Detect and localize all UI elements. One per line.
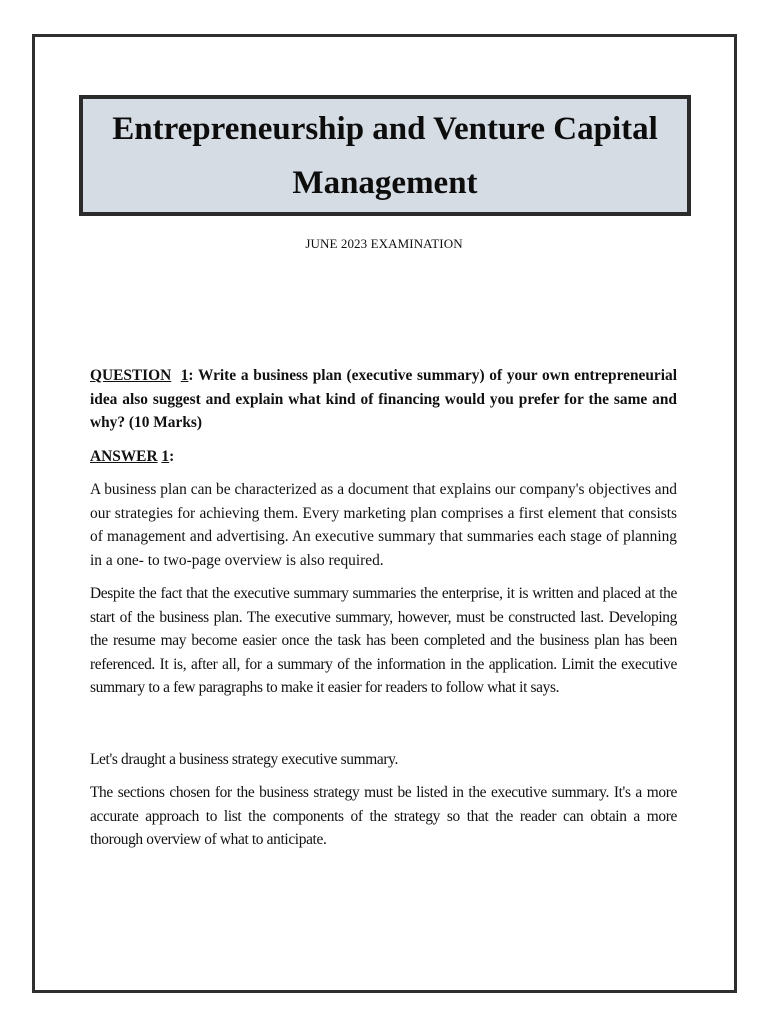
question-text: : Write a business plan (executive summary) of your own entrepreneurial idea also suggest and explain what kind of financing would you prefer for the same and why? (10 Marks) <box>90 367 677 431</box>
document-body <box>90 364 677 862</box>
answer-number: 1 <box>161 447 170 465</box>
answer-label: ANSWER <box>90 447 158 465</box>
document-title <box>83 102 687 210</box>
answer-heading <box>90 445 677 469</box>
title-line-1: Entrepreneurship and Venture Capital <box>112 111 658 147</box>
title-box <box>79 95 691 216</box>
exam-label: JUNE 2023 EXAMINATION <box>305 236 463 251</box>
answer-paragraph-3: Let's draught a business strategy executive summary. <box>90 750 398 768</box>
question-number: 1 <box>180 367 189 384</box>
answer-paragraph-2: Despite the fact that the executive summary summaries the enterprise, it is written and placed at the start of the business plan. The executive summary, however, must be constructed last. Developing the resume may become easier once the task has been completed and the business plan has been referenced. It is, after all, for a summary of the information in the application. Limit the executive summary to a few paragraphs to make it easier for readers to follow what it says. <box>90 585 677 696</box>
answer-suffix: : <box>169 447 175 465</box>
paragraph-spacer <box>90 710 677 748</box>
question-label: QUESTION <box>90 367 172 384</box>
answer-paragraph-1: A business plan can be characterized as a document that explains our company's objectives and our strategies for achieving them. Every marketing plan comprises a first element that consists of management and advertising. An executive summary that summaries each stage of planning in a one- to two-page overview is also required. <box>90 481 677 569</box>
title-line-2: Management <box>292 165 478 201</box>
question-1 <box>90 364 677 435</box>
answer-paragraph-4: The sections chosen for the business strategy must be listed in the executive summary. It's a more accurate approach to list the components of the strategy so that the reader can obtain a more thorough overview of what to anticipate. <box>90 784 677 848</box>
